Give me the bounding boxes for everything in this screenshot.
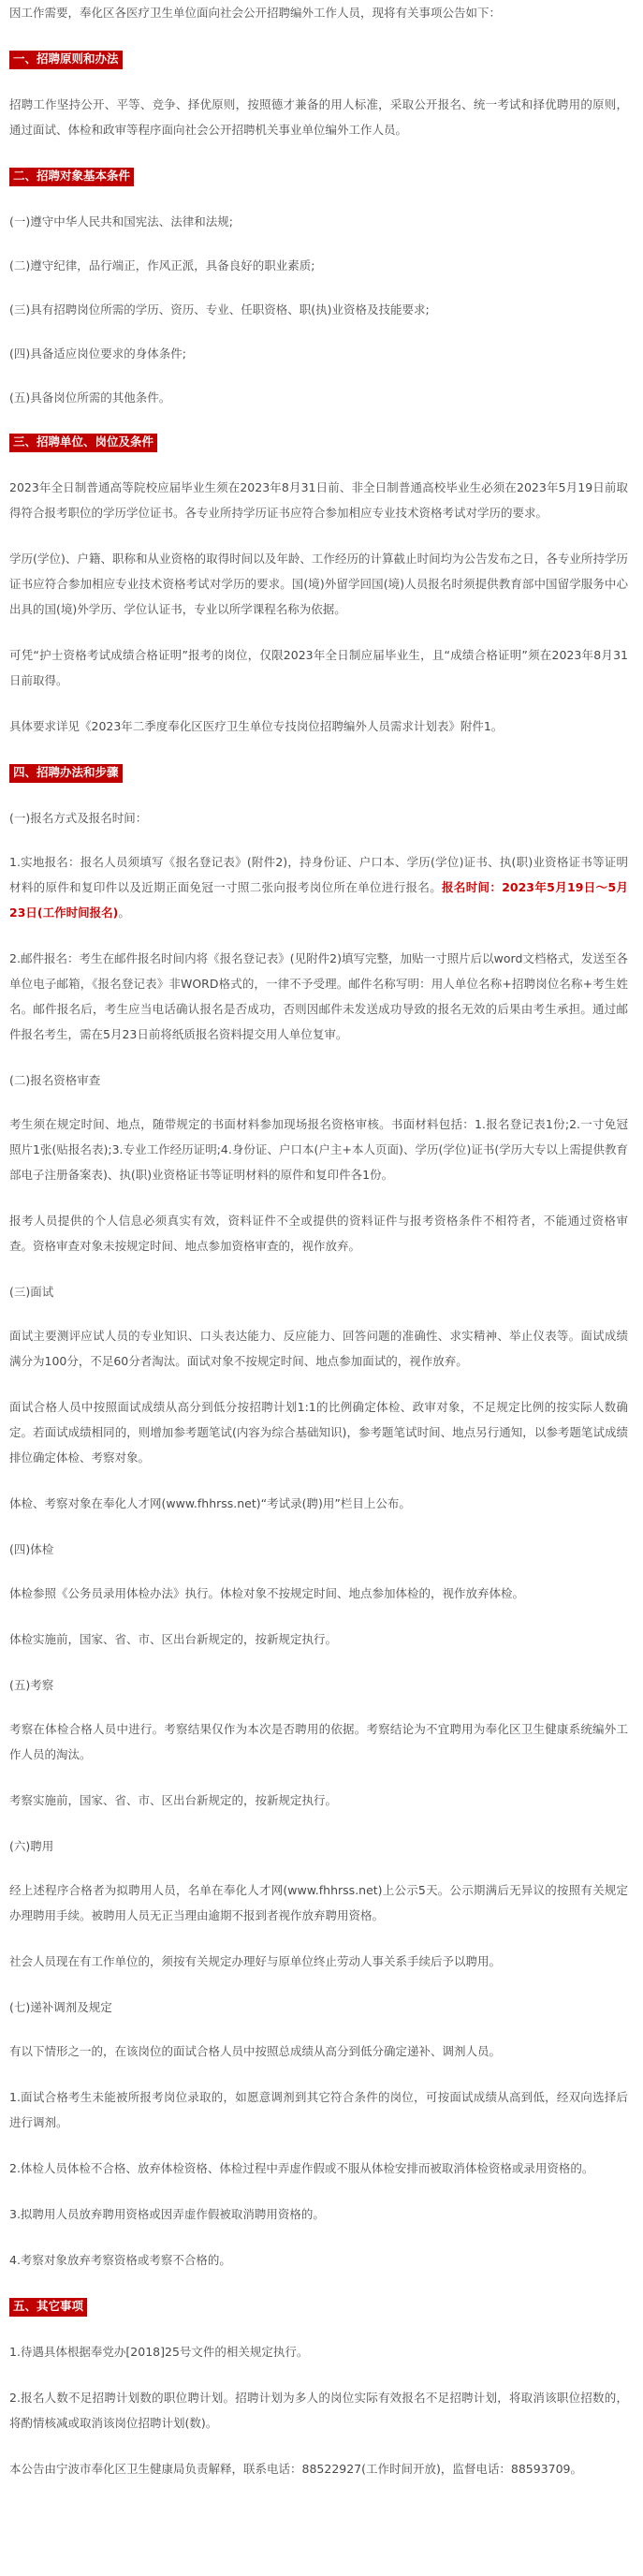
paragraph: 考察实施前，国家、省、市、区出台新规定的，按新规定执行。	[9, 1793, 338, 1807]
paragraph: 2.邮件报名：考生在邮件报名时间内将《报名登记表》(见附件2)填写完整，加贴一寸照片后以word文档格式，发送至各单位电子邮箱，《报名登记表》非WORD格式的，一律不予受理。邮件名称写明：用人单位名称+招聘岗位名称+考生姓名。邮件报名后，考生应当电话确认报名是否成功，否则因邮件未发送成功导致的报名无效的后果由考生承担。通过邮件报名考生，需在5月23日前将纸质报名资料提交用人单位复审。	[9, 951, 628, 1041]
paragraph: 考生须在规定时间、地点，随带规定的书面材料参加现场报名资格审核。书面材料包括：1.报名登记表1份;2.一寸免冠照片1张(贴报名表);3.专业工作经历证明;4.身份证、户口本(户主+本人页面)、学历(学位)证书(学历大专以上需提供教育部电子注册备案表)、执(职)业资格证书等证明材料的原件和复印件各1份。	[9, 1117, 628, 1182]
registration-time-highlight: 报名时间：2023年5月19日～5月23日(工作时间报名)	[9, 880, 628, 920]
paragraph: 考察在体检合格人员中进行。考察结果仅作为本次是否聘用的依据。考察结论为不宜聘用为奉化区卫生健康系统编外工作人员的淘汰。	[9, 1722, 628, 1761]
paragraph: 体检参照《公务员录用体检办法》执行。体检对象不按规定时间、地点参加体检的，视作放弃体检。	[9, 1586, 525, 1600]
paragraph: 面试主要测评应试人员的专业知识、口头表达能力、反应能力、回答问题的准确性、求实精神、举止仪表等。面试成绩满分为100分，不足60分者淘汰。面试对象不按规定时间、地点参加面试的，视作放弃。	[9, 1329, 628, 1368]
section-title-1: 一、招聘原则和办法	[9, 46, 628, 71]
list-item: (四)具备适应岗位要求的身体条件;	[9, 346, 186, 361]
paragraph: 2023年全日制普通高等院校应届毕业生须在2023年8月31日前、非全日制普通高校毕业生必须在2023年5月19日前取得符合报考职位的学历学位证书。各专业所持学历证书应符合参加相应专业技术资格考试对学历的要求。	[9, 480, 628, 520]
paragraph: 学历(学位)、户籍、职称和从业资格的取得时间以及年龄、工作经历的计算截止时间均为公告发布之日，各专业所持学历证书应符合参加相应专业技术资格考试对学历的要求。国(境)外留学回国(境)人员报名时须提供教育部中国留学服务中心出具的国(境)外学历、学位认证书，专业以所学课程名称为依据。	[9, 552, 628, 616]
sub-heading: (三)面试	[9, 1285, 54, 1299]
paragraph: 3.拟聘用人员放弃聘用资格或因弄虚作假被取消聘用资格的。	[9, 2207, 325, 2221]
section-title-2: 二、招聘对象基本条件	[9, 163, 628, 188]
list-item: (三)具有招聘岗位所需的学历、资历、专业、任职资格、职(执)业资格及技能要求;	[9, 302, 430, 316]
list-item: (二)遵守纪律，品行端正，作风正派，具备良好的职业素质;	[9, 258, 315, 272]
sub-heading: (七)递补调剂及规定	[9, 2000, 112, 2014]
section-title-5: 五、其它事项	[9, 2293, 628, 2318]
sub-heading: (二)报名资格审查	[9, 1073, 101, 1087]
list-item: (一)遵守中华人民共和国宪法、法律和法规;	[9, 214, 233, 228]
paragraph: 4.考察对象放弃考察资格或考察不合格的。	[9, 2253, 231, 2267]
paragraph: 报考人员提供的个人信息必须真实有效，资料证件不全或提供的资料证件与报考资格条件不相符者，不能通过资格审查。资格审查对象未按规定时间、地点参加资格审查的，视作放弃。	[9, 1214, 628, 1253]
paragraph: 体检、考察对象在奉化人才网(www.fhhrss.net)“考试录(聘)用”栏目上公布。	[9, 1496, 411, 1510]
paragraph: 2.体检人员体检不合格、放弃体检资格、体检过程中弄虚作假或不服从体检安排而被取消体检资格或录用资格的。	[9, 2161, 594, 2175]
sub-heading: (六)聘用	[9, 1839, 54, 1853]
paragraph: 具体要求详见《2023年二季度奉化区医疗卫生单位专技岗位招聘编外人员需求计划表》附件1。	[9, 719, 504, 733]
paragraph: 本公告由宁波市奉化区卫生健康局负责解释，联系电话：88522927(工作时间开放)，监督电话：88593709。	[9, 2462, 583, 2476]
paragraph: 面试合格人员中按照面试成绩从高分到低分按招聘计划1:1的比例确定体检、政审对象，不足规定比例的按实际人数确定。若面试成绩相同的，则增加参考题笔试(内容为综合基础知识)，参考题笔试时间、地点另行通知，以参考题笔试成绩排位确定体检、考察对象。	[9, 1400, 628, 1465]
sub-heading: (五)考察	[9, 1678, 54, 1692]
paragraph: 社会人员现在有工作单位的，须按有关规定办理好与原单位终止劳动人事关系手续后予以聘用。	[9, 1954, 502, 1968]
sub-heading: (一)报名方式及报名时间：	[9, 811, 148, 825]
paragraph: 有以下情形之一的，在该岗位的面试合格人员中按照总成绩从高分到低分确定递补、调剂人员。	[9, 2044, 502, 2058]
section-title-3: 三、招聘单位、岗位及条件	[9, 429, 628, 454]
paragraph: 经上述程序合格者为拟聘用人员，名单在奉化人才网(www.fhhrss.net)上公示5天。公示期满后无异议的按照有关规定办理聘用手续。被聘用人员无正当理由逾期不报到者视作放弃聘用资格。	[9, 1883, 628, 1922]
paragraph: 可凭“护士资格考试成绩合格证明”报考的岗位，仅限2023年全日制应届毕业生，且“成绩合格证明”须在2023年8月31日前取得。	[9, 648, 628, 687]
section-title-4: 四、招聘办法和步骤	[9, 759, 628, 785]
paragraph: 2.报名人数不足招聘计划数的职位聘计划。招聘计划为多人的岗位实际有效报名不足招聘计划，将取消该职位招数的，将酌情核减或取消该岗位招聘计划(数)。	[9, 2391, 628, 2430]
paragraph: 1.面试合格考生未能被所报考岗位录取的，如愿意调剂到其它符合条件的岗位，可按面试成绩从高到低，经双向选择后进行调剂。	[9, 2090, 628, 2129]
paragraph-onsite-registration: 1.实地报名：报名人员须填写《报名登记表》(附件2)，持身份证、户口本、学历(学位)证书、执(职)业资格证书等证明材料的原件和复印件以及近期正面免冠一寸照二张向报考岗位所在单位进行报名。报名时间：2023年5月19日～5月23日(工作时间报名)。	[9, 855, 628, 920]
sub-heading: (四)体检	[9, 1542, 54, 1556]
paragraph: 招聘工作坚持公开、平等、竞争、择优原则，按照德才兼备的用人标准，采取公开报名、统一考试和择优聘用的原则，通过面试、体检和政审等程序面向社会公开招聘机关事业单位编外工作人员。	[9, 97, 628, 137]
paragraph: 体检实施前，国家、省、市、区出台新规定的，按新规定执行。	[9, 1632, 338, 1646]
paragraph: 1.待遇具体根据奉党办[2018]25号文件的相关规定执行。	[9, 2345, 309, 2359]
intro-paragraph: 因工作需要，奉化区各医疗卫生单位面向社会公开招聘编外工作人员，现将有关事项公告如下：	[9, 6, 502, 20]
list-item: (五)具备岗位所需的其他条件。	[9, 390, 171, 405]
